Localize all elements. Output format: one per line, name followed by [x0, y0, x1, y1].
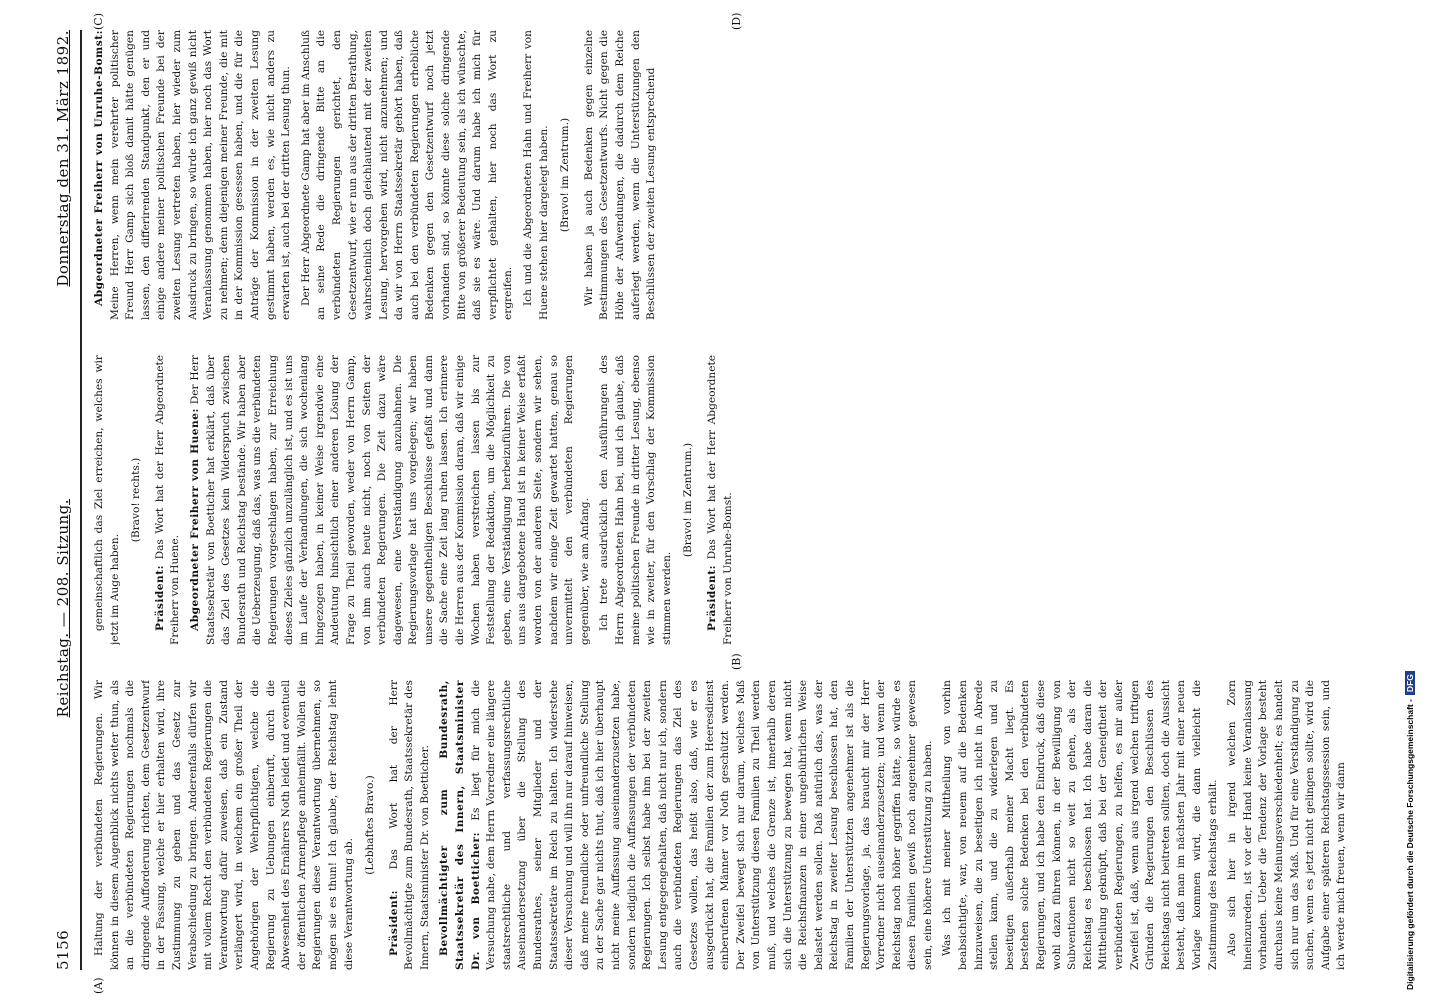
paragraph-text: Das Wort hat der Herr Abgeordnete Freiherr von Unruhe-Bomst.	[705, 355, 734, 645]
paragraph-text: Es liegt für mich die Versuchung nahe, dem Herrn Vorredner eine längere staatsrechtliche und verfassungsrechtliche Auseinandersetzung über die Stellung des Bundesrathes, seiner Mitglieder und der Staatssekretäre im Reich zu halten. Ich widerstehe dieser Versuchung und will ihn nur darauf hinweisen, daß meine freundliche oder unfreundliche Stellung zu der Sache gar nichts thut, daß ich hier überhaupt nicht meine Auffassung auseinanderzusetzen habe, sondern lediglich die Auffassungen der verbündeten Regierungen. Ich selbst habe ihm bei der zweiten Lesung entgegengehalten, daß nicht nur ich, sondern auch die verbündeten Regierungen das Ziel des Gesetzes wollen, das heißt also, daß, wie er es ausgedrückt hat, die Familien der zum Heeresdienst einberufenen Männer vor Noth geschützt werden. Der Zweifel bewegt sich nur darum, welches Maß von Unterstützung diesen Familien zu Theil werden muß, und welches die Grenze ist, innerhalb deren sich die Unterstützung zu bewegen hat, wenn nicht die Reichsfinanzen in einer ungebührlichen Weise belastet werden sollen. Daß natürlich das, was der Reichstag in zweiter Lesung beschlossen hat, den Familien der Unterstützten angenehmer ist als die Regierungsvorlage, ja, das braucht mir der Herr Vorredner nicht auseinanderzusetzen; und wenn der Reichstag noch höher gegriffen hätte, so würde es diesen Familien gewiß noch angenehmer gewesen sein, eine höhere Unterstützung zu haben.	[469, 680, 934, 970]
paragraph	[92, 30, 295, 320]
paragraph: Haltung der verbündeten Regierungen. Wir können in diesem Augenblick nichts weiter thun, als an die verbündeten Regierungen nochmals die dringende Aufforderung richten, dem Gesetzentwurf in der Fassung, welche er hier erhalten wird, ihre Zustimmung zu geben und das Gesetz zur Verabschiedung zu bringen. Anderenfalls dürfen wir mit vollem Recht den verbündeten Regierungen die Verantwortung dafür zuweisen, daß ein Zustand verlängert wird, in welchem ein großer Theil der Angehörigen der Wehrpflichtigen, welche die Regierung zu Uebungen einberuft, durch die Abwesenheit des Ernährers Noth leidet und eventuell der öffentlichen Armenpflege anheimfällt. Wollen die Regierungen diese Verantwortung übernehmen, so mögen sie es thun! Ich glaube, der Reichstag lehnt diese Verantwortung ab.	[93, 680, 355, 970]
header-rule	[80, 30, 82, 970]
paragraph: Wir haben ja auch Bedenken gegen einzelne Bestimmungen des Gesetzentwurfs. Nicht gegen die Höhe der Aufwendungen, die dadurch dem Reiche auferlegt werden, wenn die Unterstützungen den Beschlüssen der zweiten Lesung entsprechend	[582, 30, 658, 320]
session-title: Reichstag. — 208. Sitzung.	[54, 498, 72, 718]
dfg-logo: DFG	[1405, 671, 1415, 695]
speaker-label: Präsident:	[387, 889, 400, 956]
applause-note: (Bravo! im Zentrum.)	[682, 442, 695, 558]
paragraph-text: Das Wort hat der Herr Bevollmächtigte zum Bundesrath, Staatssekretär des Innern, Staatsminister Dr. von Boetticher.	[387, 680, 431, 970]
paragraph: Also sich hier in irgend welchen Zorn hineinzureden, ist vor der Hand keine Veranlassung vorhanden. Ueber die Tendenz der Vorlage besteht durchaus keine Meinungsverschiedenheit; es handelt sich nur um das Maß. Und für eine Verständigung zu suchen, wenn es jetzt nicht gelingen sollte, wird die Aufgabe einer späteren Reichstagssession sein, und ich werde mich freuen, wenn wir dann	[1226, 680, 1347, 970]
speaker-label: Präsident:	[705, 564, 718, 631]
paragraph	[153, 355, 184, 645]
applause-note: (Lebhaftes Bravo.)	[364, 775, 377, 875]
paragraph-text: Meine Herren, wenn mein verehrter politischer Freund Herr Gamp sich bloß damit hätte genügen lassen, den differirenden Standpunkt, den er und einige andere meiner politischen Freunde bei der zweiten Lesung vertreten haben, hier wieder zum Ausdruck zu bringen, so würde ich ganz gewiß nicht Veranlassung genommen haben, hier noch das Wort zu nehmen; denn diejenigen meiner Freunde, die mit in der Kommission gesessen haben, und die für die Anträge der Kommission in der zweiten Lesung gestimmt haben, werden es, wie nicht anders zu erwarten ist, auch bei der dritten Lesung thun.	[108, 30, 293, 320]
credit-text: Digitalisierung gefördert durch die Deutsche Forschungsgemeinschaft -	[1405, 699, 1415, 990]
margin-letter-d: (D)	[730, 12, 743, 30]
session-date: Donnerstag den 31. März 1892.	[54, 30, 72, 287]
speaker-label: Abgeordneter Freiherr von Unruhe-Bomst:	[93, 30, 105, 306]
digitization-credit	[1405, 0, 1419, 990]
margin-letter-a: (A)	[92, 977, 105, 994]
paragraph	[387, 680, 434, 970]
paragraph-text: Das Wort hat der Herr Abgeordnete Freiherr von Huene.	[153, 355, 182, 645]
speaker-label: Präsident:	[153, 564, 166, 631]
paragraph-text: Der Herr Staatssekretär von Boetticher hat erklärt, daß über das Ziel des Gesetzes kein Widerspruch zwischen Bundesrath und Reichstag bestände. Wir haben aber die Ueberzeugung, daß das, was uns die verbündeten Regierungen vorgeschlagen haben, zur Erreichung dieses Zieles gänzlich unzulänglich ist, und es ist uns im Laufe der Verhandlungen, die sich wochenlang hingezogen haben, in keiner Weise irgendwie eine Andeutung hinsichtlich einer anderen Lösung der Frage zu Theil geworden, weder von Herrn Gamp, von ihm auch heute nicht, noch von Seiten der verbündeten Regierungen. Die Zeit dazu wäre dagewesen, eine Verständigung anzubahnen. Die Regierungsvorlage hat uns vorgelegen; wir haben unsere gegentheiligen Beschlüsse gefaßt und dann die Sache eine Zeit lang ruhen lassen. Ich erinnere die Herren aus der Kommission daran, daß wir einige Wochen haben verstreichen lassen bis zur Feststellung der Redaktion, um die Möglichkeit zu geben, eine Verständigung herbeizuführen. Die von uns aus dargebotene Hand ist in keiner Weise erfaßt worden von der anderen Seite, sondern wir sehen, nachdem wir einige Zeit gewartet hatten, genau so unvermittelt den verbündeten Regierungen gegenüber, wie am Anfang.	[188, 355, 591, 645]
paragraph: Was ich mit meiner Mittheilung von vorhin beabsichtigte, war, von neuem auf die Bedenken hinzuweisen, die zu beseitigen ich nicht in Abrede stellen kann, und die zu widerlegen und zu beseitigen außerhalb meiner Macht liegt. Es bestehen solche Bedenken bei den verbündeten Regierungen, und ich habe den Eindruck, daß diese wohl dazu führen können, in der Bewilligung von Subventionen nicht so weit zu gehen, als der Reichstag es beschlossen hat. Ich habe daran die Mittheilung geknüpft, daß bei der Geneigtheit der verbündeten Regierungen, zu helfen, es mir außer Zweifel ist, daß, wenn aus irgend welchen triftigen Gründen die Regierungen den Beschlüssen des Reichstags nicht beitreten sollten, doch die Aussicht besteht, daß man im nächsten Jahr mit einer neuen Vorlage kommen wird, die dann vielleicht die Zustimmung des Reichstags erhält.	[941, 680, 1219, 970]
margin-letter-c: (C)	[92, 13, 105, 30]
paragraph	[188, 355, 593, 645]
text-column-3	[92, 30, 1347, 320]
paragraph: Ich und die Abgeordneten Hahn und Freiherr von Huene stehen hier dargelegt haben.	[522, 30, 550, 320]
page-number: 5156	[54, 929, 72, 970]
text-column-2	[92, 355, 1347, 645]
speaker-label: Abgeordneter Freiherr von Huene:	[188, 408, 201, 631]
paragraph: Ich trete ausdrücklich den Ausführungen des Herrn Abgeordneten Hahn bei, und ich glaube, daß meine politischen Freunde in dritter Lesung, ebenso wie in zweiter, für den Vorschlag der Kommission stimmen werden.	[598, 355, 673, 645]
paragraph	[437, 680, 936, 970]
paragraph	[705, 355, 736, 645]
page-header	[54, 30, 76, 970]
applause-note: (Bravo! im Zentrum.)	[559, 117, 572, 233]
digitization-credit-strip	[1418, 0, 1432, 1000]
text-column-1	[92, 680, 1347, 970]
speaker-label: Bevollmächtigter zum Bundesrath, Staatssekretär des Innern, Staatsminister Dr. von Boetticher:	[438, 680, 482, 970]
paragraph: gemeinschaftlich das Ziel erreichen, welches wir jetzt im Auge haben.	[93, 355, 121, 645]
margin-letter-b: (B)	[730, 653, 743, 670]
applause-note: (Bravo! rechts.)	[130, 457, 143, 543]
paragraph: Der Herr Abgeordnete Gamp hat aber im Anschluß an seine Rede die dringende Bitte an die verbündeten Regierungen gerichtet, den Gesetzentwurf, wie er nun aus der dritten Berathung, wahrscheinlich doch gleichlautend mit der zweiten Lesung, hervorgehen wird, nicht anzunehmen; und da wir von Herrn Staatssekretär gehört haben, daß auch bei den verbündeten Regierungen erhebliche Bedenken gegen den Gesetzentwurf noch jetzt vorhanden sind, so könnte diese solche dringende Bitte von größerer Bedeutung sein, als ich wünschte, daß sie es wäre. Und darum habe ich mich für verpflichtet gehalten, hier noch das Wort zu ergreifen.	[299, 30, 515, 320]
